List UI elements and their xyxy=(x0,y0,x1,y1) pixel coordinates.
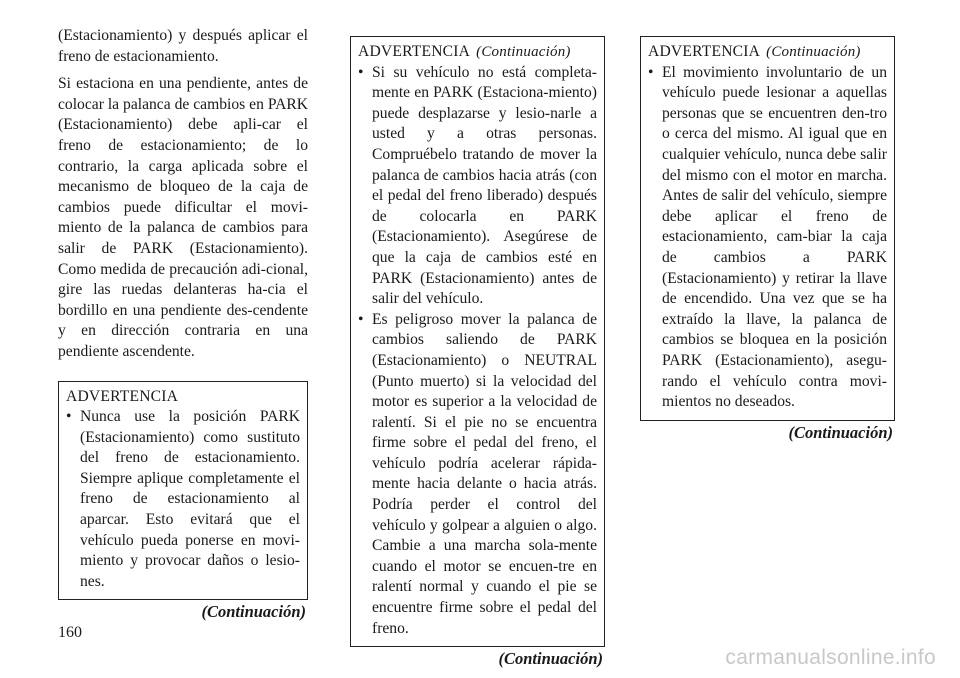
warning-title xyxy=(66,387,300,408)
warning-title-text: ADVERTENCIA xyxy=(358,43,471,60)
watermark: carmanualsonline.info xyxy=(725,646,936,669)
warning-title-continuation: (Continuación) xyxy=(766,44,861,60)
page-number: 160 xyxy=(58,624,82,641)
warning-title xyxy=(648,42,887,63)
warning-list xyxy=(66,407,300,592)
column-middle xyxy=(350,26,605,670)
warning-box-continued xyxy=(350,36,605,647)
warning-title-text: ADVERTENCIA xyxy=(66,387,179,405)
warning-list xyxy=(648,63,887,413)
paragraph-slope-parking: Si estaciona en una pendiente, antes de colocar la palanca de cambios en PARK (Estacionamiento) debe apli-car el freno de estacionamiento; de lo contrario, la carga aplicada sobre el mecanismo de bloqueo de la caja de cambios puede dificultar el movi-miento de la palanca de cambios para salir de PARK (Estacionamiento). Como medida de precaución adi-cional, gire las ruedas delanteras ha-cia el bordillo en una pendiente des-cendente y en dirección contraria en una pendiente ascendente. xyxy=(58,75,308,360)
warning-item: • El movimiento involuntario de un vehículo puede lesionar a aquellas personas que se encuentren den-tro o cerca del mismo. Al igual que en cualquier vehículo, nunca debe salir del mismo con el motor en marcha. Antes de salir del vehículo, siempre debe aplicar el freno de estacionamiento, cam-biar la caja de cambios a PARK (Estacionamiento) y retirar la llave de encendido. Una vez que se ha extraído la llave, la palanca de cambios se bloquea en la posición PARK (Estacionamiento), asegu-rando el vehículo contra movi-mientos no deseados. xyxy=(648,63,887,413)
warning-list xyxy=(358,63,597,640)
warning-title-continuation: (Continuación) xyxy=(476,44,571,60)
warning-item: • Nunca use la posición PARK (Estacionamiento) como sustituto del freno de estacionamiento. Siempre aplique completamente el freno de estacionamiento al aparcar. Esto evitará que el vehículo pueda ponerse en movi-miento y provocar daños o lesio-nes. xyxy=(66,407,300,592)
warning-box-continued xyxy=(640,36,895,421)
warning-box xyxy=(58,381,308,601)
continued-label: (Continuación) xyxy=(498,649,603,669)
continued-label: (Continuación) xyxy=(201,602,306,622)
column-right xyxy=(640,26,895,443)
warning-item: • Es peligroso mover la palanca de cambios saliendo de PARK (Estacionamiento) o NEUTRAL (Punto muerto) si la velocidad del motor es superior a la velocidad de ralentí. Si el pie no se encuentra firme sobre el pedal del freno, el vehículo podría acelerar rápida-mente hacia delante o hacia atrás. Podría perder el control del vehículo y golpear a alguien o algo. Cambie a una marcha sola-mente cuando el motor se encuen-tre en ralentí normal y cuando el pie se encuentre firme sobre el pedal del freno. xyxy=(358,310,597,640)
warning-title xyxy=(358,42,597,63)
warning-title-text: ADVERTENCIA xyxy=(648,43,761,60)
continued-label: (Continuación) xyxy=(788,422,893,442)
column-left xyxy=(58,26,308,623)
warning-item: • Si su vehículo no está completa-mente en PARK (Estaciona-miento) puede desplazarse y lesio-narle a usted y a otras personas. Compruébelo tratando de mover la palanca de cambios hacia atrás (con el pedal del freno liberado) después de colocarla en PARK (Estacionamiento). Asegúrese de que la caja de cambios esté en PARK (Estacionamiento) antes de salir del vehículo. xyxy=(358,63,597,310)
paragraph-parking-brake: (Estacionamiento) y después aplicar el freno de estacionamiento. xyxy=(58,27,308,65)
